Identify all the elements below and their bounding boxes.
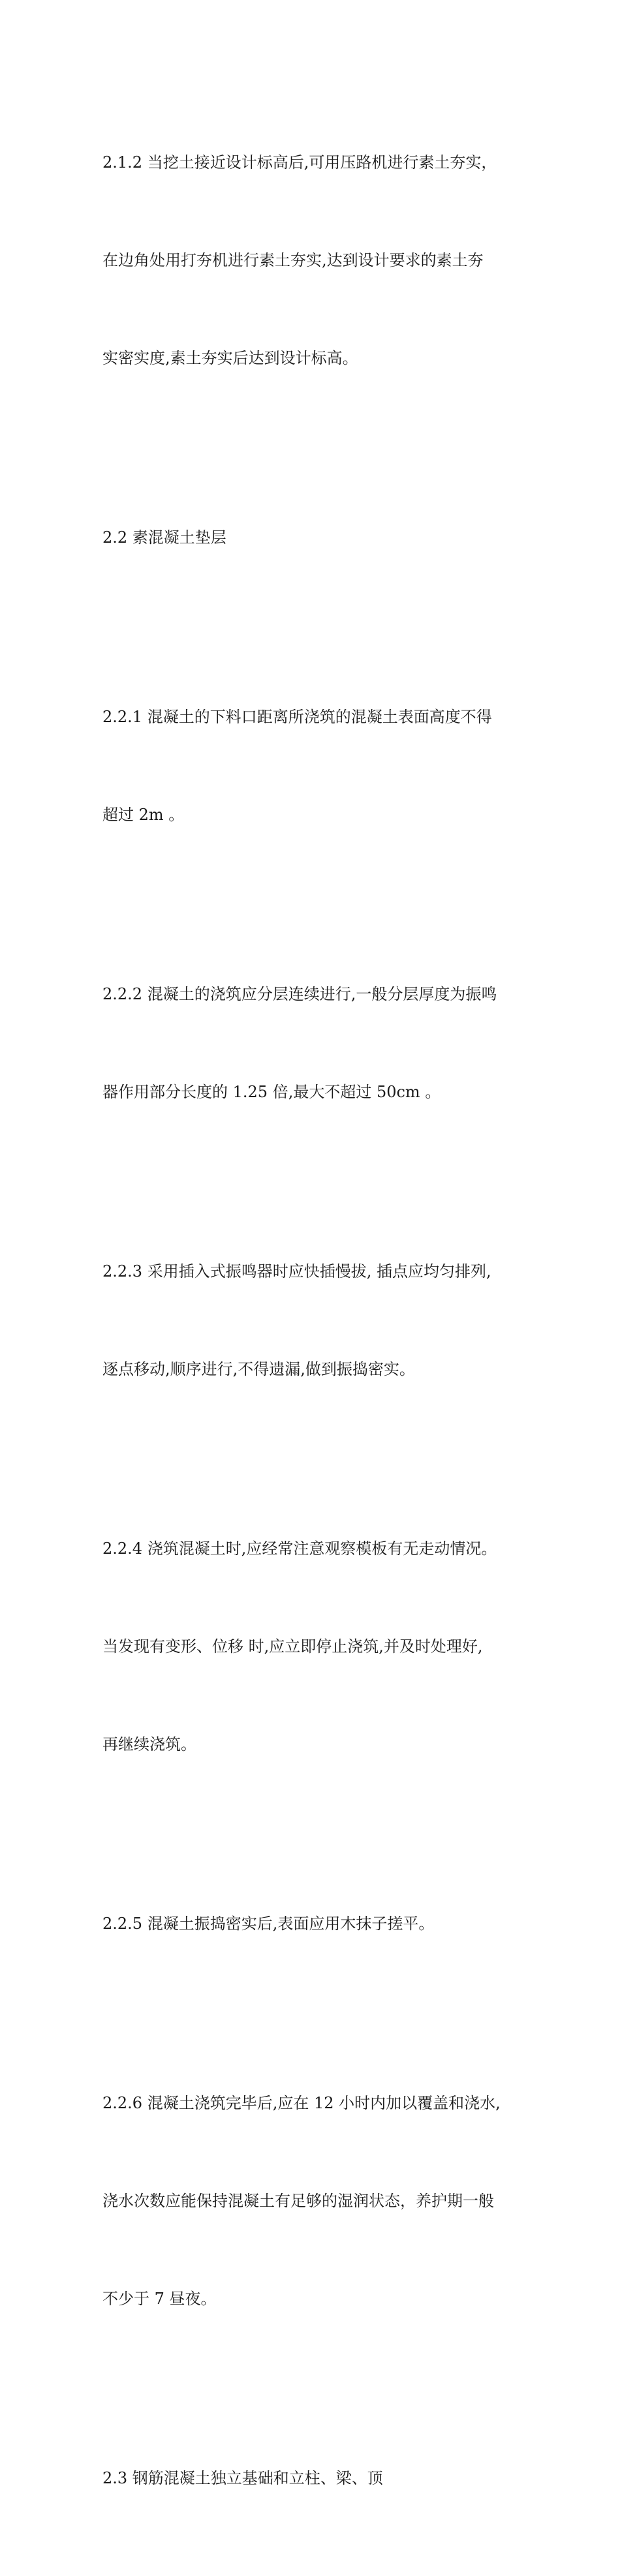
section-heading-2-3	[102, 2397, 533, 2560]
text-line: 在边角处用打夯机进行素土夯实,达到设计要求的素土夯	[102, 251, 484, 269]
document-body	[102, 81, 533, 2576]
text-line: 超过 2m 。	[102, 806, 185, 824]
text-line: 2.2.1 混凝土的下料口距离所浇筑的混凝土表面高度不得	[102, 708, 492, 726]
text-line: 不少于 7 昼夜。	[102, 2290, 217, 2308]
text-line: 2.2.4 浇筑混凝土时,应经常注意观察模板有无走动情况。	[102, 1539, 497, 1558]
paragraph-2-2-5	[102, 1842, 533, 2005]
paragraph-2-2-4	[102, 1467, 533, 1826]
text-line: 2.3 钢筋混凝土独立基础和立柱、梁、顶	[102, 2469, 383, 2487]
text-line: 浇水次数应能保持混凝土有足够的湿润状态，养护期一般	[102, 2192, 494, 2210]
paragraph-2-1-2	[102, 81, 533, 440]
text-line: 逐点移动,顺序进行,不得遗漏,做到振捣密实。	[102, 1360, 415, 1378]
text-line: 2.2.6 混凝土浇筑完毕后,应在 12 小时内加以覆盖和浇水,	[102, 2094, 501, 2112]
paragraph-2-2-3	[102, 1190, 533, 1451]
text-line: 2.1.2 当挖土接近设计标高后,可用压路机进行素土夯实，	[102, 153, 497, 172]
paragraph-2-2-1	[102, 635, 533, 896]
text-line: 当发现有变形、位移 时,应立即停止浇筑,并及时处理好,	[102, 1637, 483, 1656]
text-line: 2.2.5 混凝土振捣密实后,表面应用木抹子搓平。	[102, 1915, 435, 1933]
text-line: 2.2.2 混凝土的浇筑应分层连续进行,一般分层厚度为振鸣	[102, 985, 497, 1003]
text-line: 2.2.3 采用插入式振鸣器时应快插慢拔, 插点应均匀排列,	[102, 1262, 491, 1280]
text-line: 实密实度,素土夯实后达到设计标高。	[102, 349, 358, 367]
text-line: 再继续浇筑。	[102, 1735, 196, 1753]
text-line: 器作用部分长度的 1.25 倍,最大不超过 50cm 。	[102, 1083, 441, 1101]
section-heading-2-2	[102, 456, 533, 619]
paragraph-2-2-6	[102, 2022, 533, 2380]
text-line: 2.2 素混凝土垫层	[102, 528, 226, 547]
paragraph-2-2-2	[102, 913, 533, 1174]
